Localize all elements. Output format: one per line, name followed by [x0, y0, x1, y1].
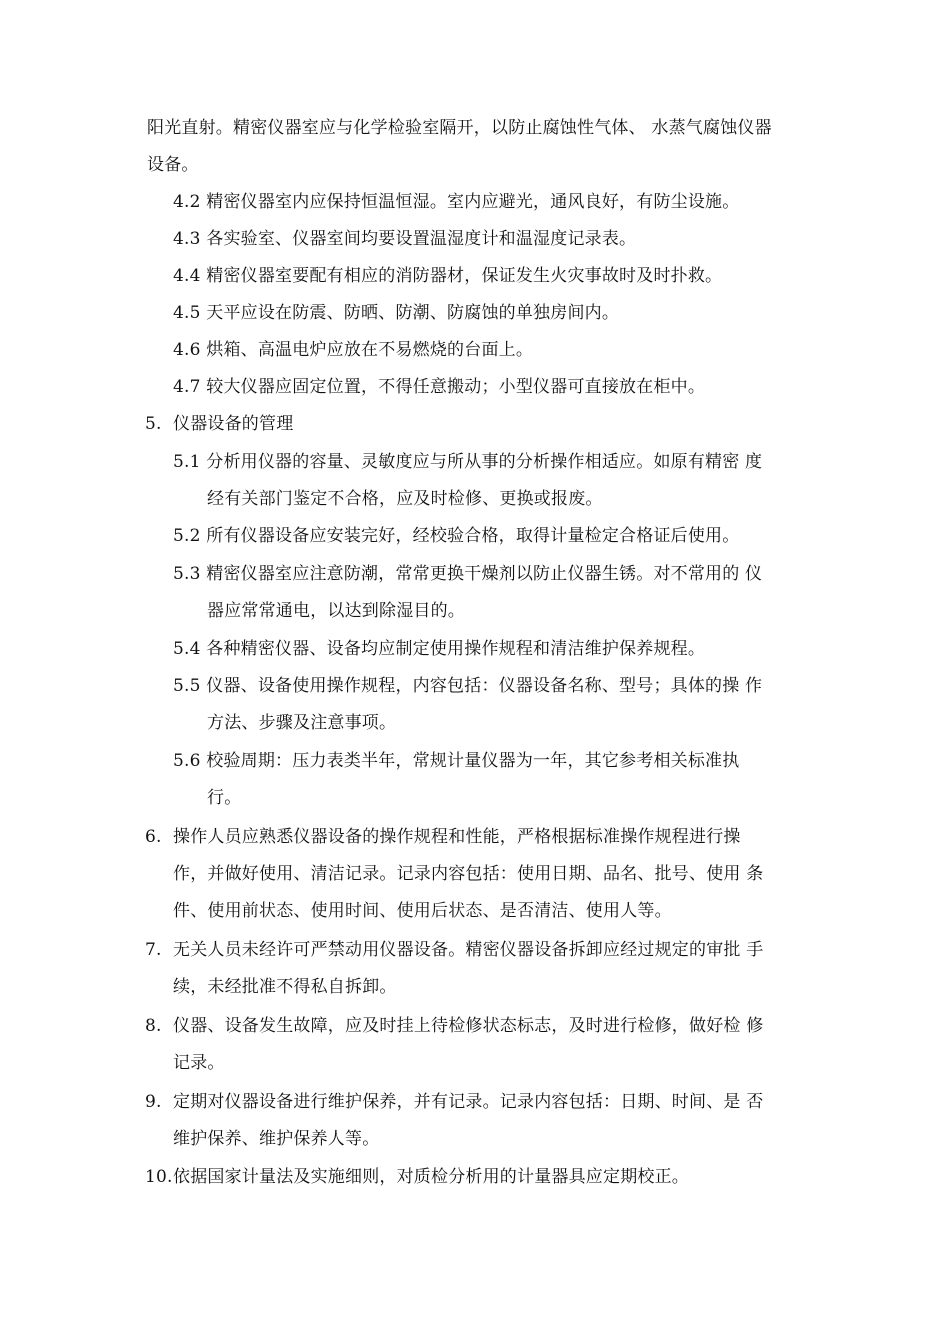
item-8-line-1 — [145, 1015, 763, 1037]
item-4-2: 4.2 精密仪器室内应保持恒温恒湿。室内应避光，通风良好，有防尘设施。 — [173, 192, 740, 212]
item-5-5-line-1: 5.5 仪器、设备使用操作规程，内容包括：仪器设备名称、型号；具体的操 作 — [173, 676, 763, 696]
item-4-5: 4.5 天平应设在防震、防晒、防潮、防腐蚀的单独房间内。 — [173, 303, 620, 323]
item-4-4: 4.4 精密仪器室要配有相应的消防器材，保证发生火灾事故时及时扑救。 — [173, 266, 723, 286]
item-5-4: 5.4 各种精密仪器、设备均应制定使用操作规程和清洁维护保养规程。 — [173, 639, 706, 659]
intro-line-1: 阳光直射。精密仪器室应与化学检验室隔开，以防止腐蚀性气体、 水蒸气腐蚀仪器 — [147, 118, 772, 138]
item-5-1-line-1: 5.1 分析用仪器的容量、灵敏度应与所从事的分析操作相适应。如原有精密 度 — [173, 452, 763, 472]
item-8-line-2: 记录。 — [173, 1053, 225, 1073]
item-6-line-3: 件、使用前状态、使用时间、使用后状态、是否清洁、使用人等。 — [173, 901, 672, 921]
item-4-6: 4.6 烘箱、高温电炉应放在不易燃烧的台面上。 — [173, 340, 534, 360]
item-6-line-1 — [145, 826, 741, 848]
item-5-3-line-2: 器应常常通电，以达到除湿目的。 — [207, 601, 465, 621]
item-7-line-1 — [145, 939, 763, 961]
item-5-1-line-2: 经有关部门鉴定不合格，应及时检修、更换或报废。 — [207, 489, 603, 509]
item-4-3: 4.3 各实验室、仪器室间均要设置温湿度计和温湿度记录表。 — [173, 229, 637, 249]
section-5-heading — [145, 413, 293, 435]
item-10 — [145, 1166, 689, 1188]
item-7-text-1: 无关人员未经许可严禁动用仪器设备。精密仪器设备拆卸应经过规定的审批 手 — [173, 940, 764, 960]
item-7-line-2: 续，未经批准不得私自拆卸。 — [173, 977, 397, 997]
item-10-text: 依据国家计量法及实施细则，对质检分析用的计量器具应定期校正。 — [173, 1167, 689, 1187]
item-6-text-1: 操作人员应熟悉仪器设备的操作规程和性能，严格根据标准操作规程进行操 — [173, 827, 741, 847]
section-5-number: 5. — [145, 414, 162, 434]
item-8-text-1: 仪器、设备发生故障，应及时挂上待检修状态标志，及时进行检修，做好检 修 — [173, 1016, 764, 1036]
item-5-6-line-2: 行。 — [207, 788, 242, 808]
item-9-line-1 — [145, 1091, 763, 1113]
section-5-title: 仪器设备的管理 — [173, 414, 294, 434]
intro-line-2: 设备。 — [147, 155, 199, 175]
item-9-text-1: 定期对仪器设备进行维护保养，并有记录。记录内容包括：日期、时间、是 否 — [173, 1092, 764, 1112]
item-5-6-line-1: 5.6 校验周期：压力表类半年，常规计量仪器为一年，其它参考相关标准执 — [173, 751, 740, 771]
item-5-3-line-1: 5.3 精密仪器室应注意防潮，常常更换干燥剂以防止仪器生锈。对不常用的 仪 — [173, 564, 763, 584]
item-9-line-2: 维护保养、维护保养人等。 — [173, 1129, 380, 1149]
item-6-number: 6. — [145, 827, 162, 847]
item-10-number: 10. — [145, 1167, 173, 1187]
item-5-2: 5.2 所有仪器设备应安装完好，经校验合格，取得计量检定合格证后使用。 — [173, 526, 740, 546]
item-9-number: 9. — [145, 1092, 162, 1112]
item-7-number: 7. — [145, 940, 162, 960]
item-6-line-2: 作，并做好使用、清洁记录。记录内容包括：使用日期、品名、批号、使用 条 — [173, 864, 764, 884]
item-4-7: 4.7 较大仪器应固定位置，不得任意搬动；小型仪器可直接放在柜中。 — [173, 377, 706, 397]
item-5-5-line-2: 方法、步骤及注意事项。 — [207, 713, 397, 733]
item-8-number: 8. — [145, 1016, 162, 1036]
